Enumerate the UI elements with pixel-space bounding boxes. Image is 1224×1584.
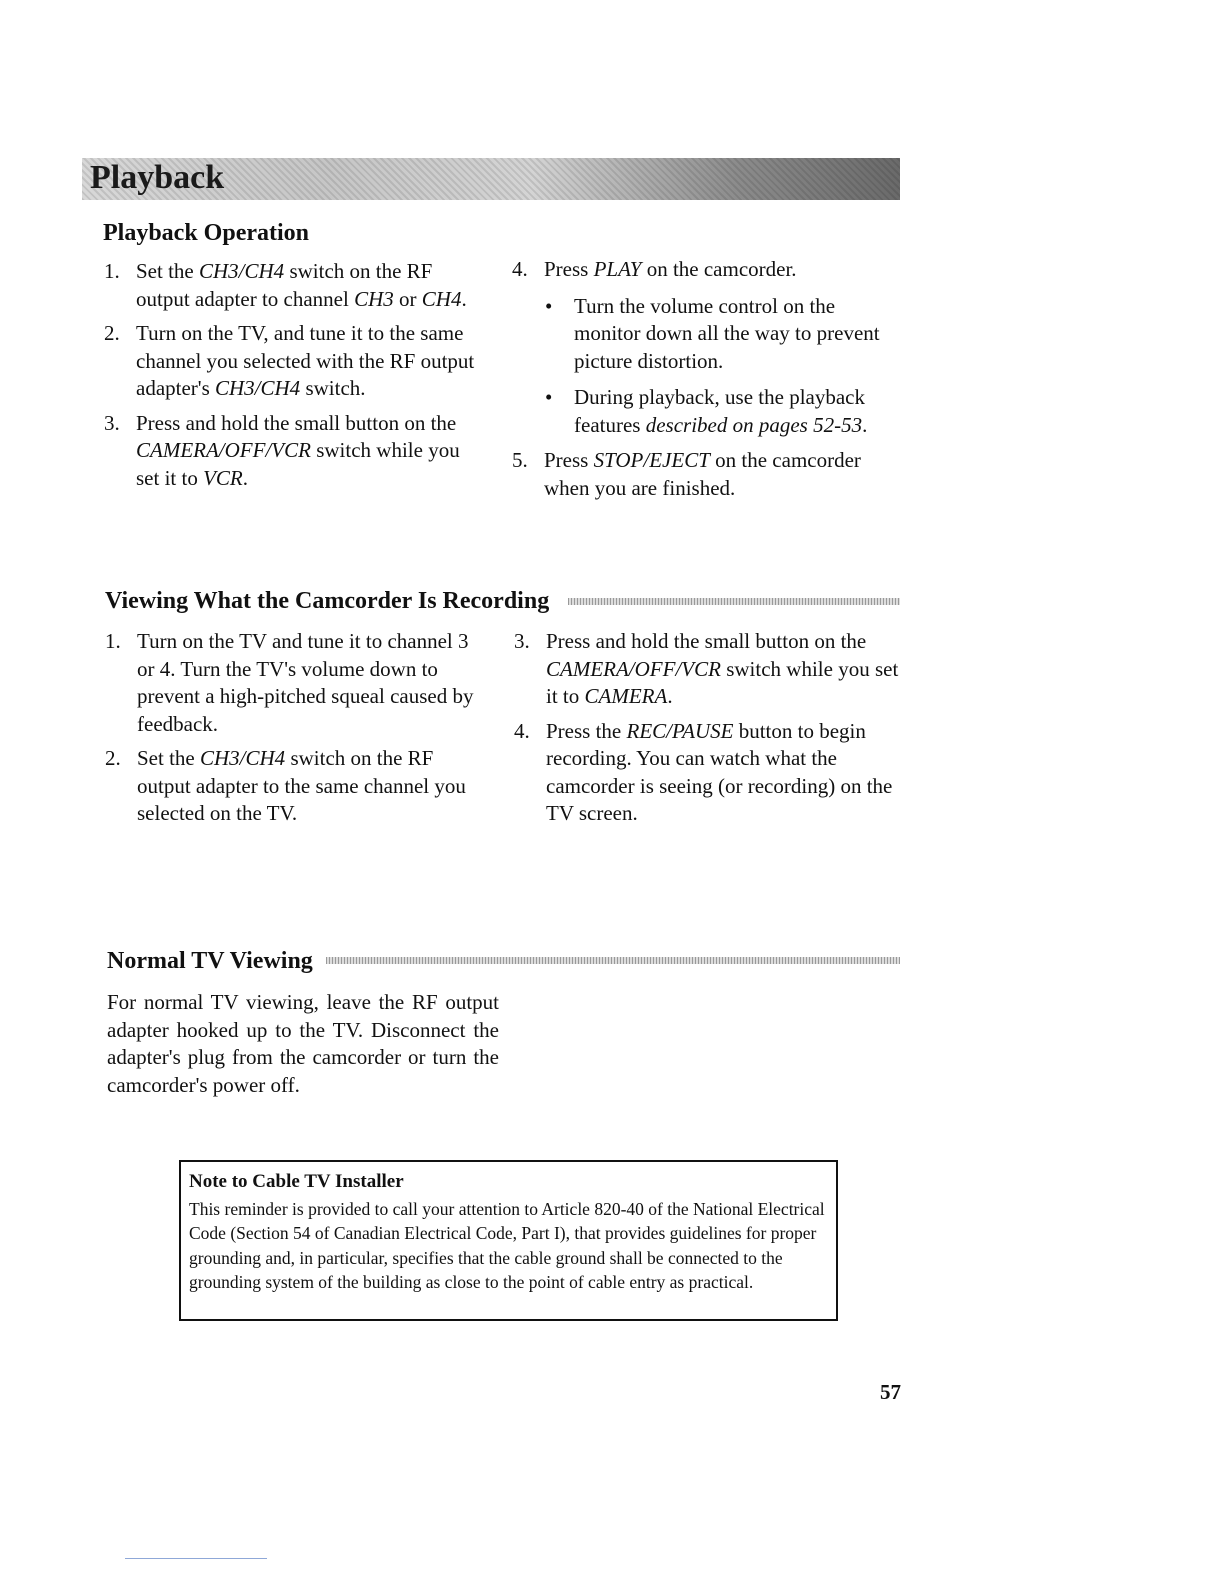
bullet-icon: • xyxy=(545,385,553,409)
list-number: 4. xyxy=(514,718,530,743)
list-number: 2. xyxy=(104,321,120,345)
list-text: Press and hold the small button on the CAMERA/OFF/VCR switch while you set it to VCR. xyxy=(136,410,460,490)
normal-viewing-heading: Normal TV Viewing xyxy=(107,948,313,974)
list-text: Press the REC/PAUSE button to begin recording. You can watch what the camcorder is seeing (or recording) on the TV screen. xyxy=(546,718,893,825)
list-text: Press and hold the small button on the CAMERA/OFF/VCR switch while you set it to CAMERA. xyxy=(546,629,899,708)
list-item xyxy=(105,745,485,828)
banner-title: Playback xyxy=(90,159,225,196)
list-number: 3. xyxy=(104,410,120,435)
heading-rule xyxy=(326,957,900,964)
list-text: Turn on the TV, and tune it to the same channel you selected with the RF output adapter's CH3/CH4 switch. xyxy=(136,321,475,400)
list-number: 2. xyxy=(105,746,121,770)
playback-steps-left xyxy=(104,258,488,499)
list-text: Set the CH3/CH4 switch on the RF output adapter to channel CH3 or CH4. xyxy=(136,259,467,311)
list-number: 5. xyxy=(512,448,528,472)
recording-steps-right xyxy=(514,628,900,835)
playback-steps-right xyxy=(512,256,894,509)
list-text: Press STOP/EJECT on the camcorder when you are finished. xyxy=(544,448,861,500)
normal-viewing-text xyxy=(107,989,499,1099)
bullet-item xyxy=(543,293,894,376)
list-number: 4. xyxy=(512,257,528,281)
list-item xyxy=(512,447,894,502)
note-title: Note to Cable TV Installer xyxy=(189,1171,404,1192)
playback-operation-heading: Playback Operation xyxy=(103,220,310,246)
footer-line xyxy=(125,1558,267,1559)
list-number: 1. xyxy=(104,259,120,283)
heading-rule xyxy=(568,598,900,605)
note-box xyxy=(179,1160,838,1321)
list-item xyxy=(104,258,488,313)
section-banner xyxy=(82,158,900,200)
bullet-item xyxy=(543,384,894,439)
list-number: 3. xyxy=(514,629,530,653)
normal-viewing-body: For normal TV viewing, leave the RF output adapter hooked up to the TV. Disconnect the adapter's plug from the camcorder or turn the camcorder's power off. xyxy=(107,990,499,1097)
list-item xyxy=(104,320,488,403)
bullet-icon: • xyxy=(545,293,553,318)
bullet-text: Turn the volume control on the monitor down all the way to prevent picture distortion. xyxy=(574,293,880,373)
note-body: This reminder is provided to call your attention to Article 820-40 of the National Electrical Code (Section 54 of Canadian Electrical Code, Part I), that provides guidelines for proper grounding and, in particular, specifies that the cable ground shall be connected to the grounding system of the building as close to the point of cable entry as practical. xyxy=(189,1198,825,1292)
list-item xyxy=(514,628,900,711)
list-item xyxy=(514,718,900,828)
list-text: Turn on the TV and tune it to channel 3 or 4. Turn the TV's volume down to prevent a high-pitched squeal caused by feedback. xyxy=(137,629,474,736)
list-number: 1. xyxy=(105,629,121,653)
list-text: Set the CH3/CH4 switch on the RF output adapter to the same channel you selected on the TV. xyxy=(137,746,466,825)
viewing-recording-heading: Viewing What the Camcorder Is Recording xyxy=(105,588,550,614)
list-item xyxy=(105,628,485,738)
list-item xyxy=(104,410,488,493)
page-number: 57 xyxy=(880,1380,901,1404)
bullet-text: During playback, use the playback features described on pages 52-53. xyxy=(574,385,868,437)
list-item xyxy=(512,256,894,439)
recording-steps-left xyxy=(105,628,485,835)
list-text: Press PLAY on the camcorder. xyxy=(544,257,797,281)
